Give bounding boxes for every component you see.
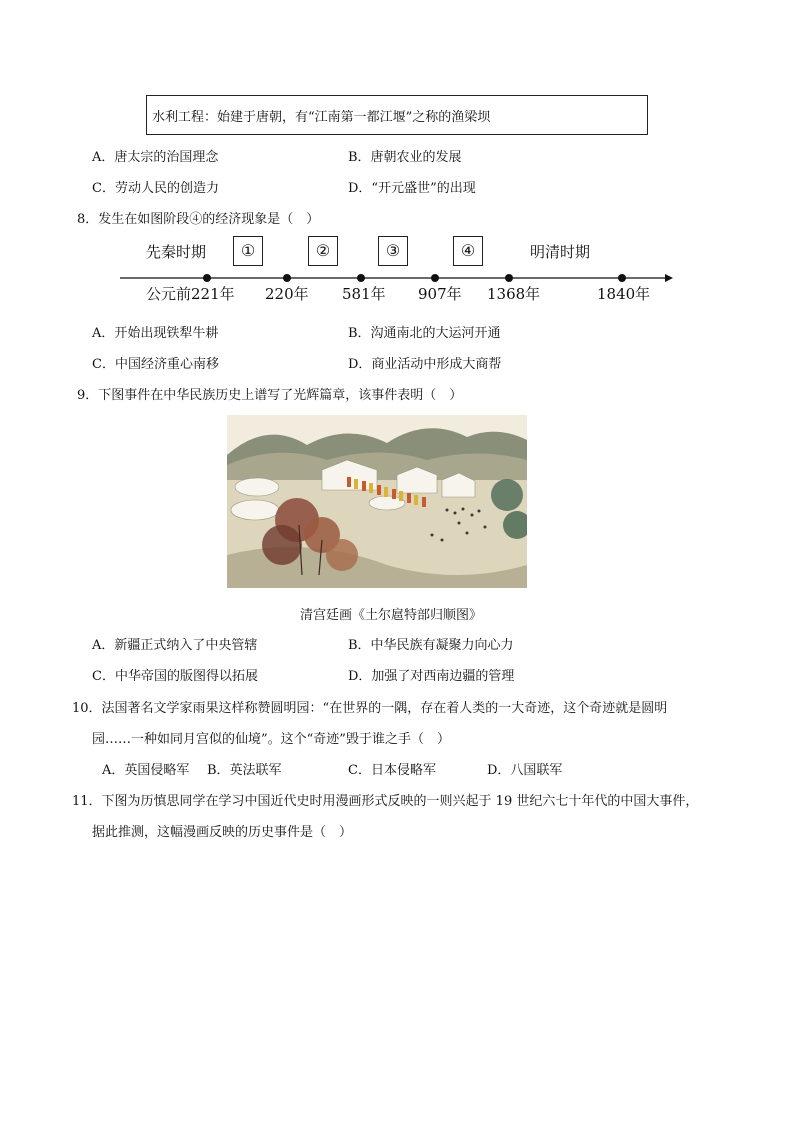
q9-option-b[interactable]: B．中华民族有凝聚力向心力 [348, 638, 514, 653]
q8-option-a[interactable]: A．开始出现铁犁牛耕 [92, 326, 219, 341]
timeline-dot-5 [505, 274, 513, 282]
q7-material-text: 水利工程：始建于唐朝，有“江南第一都江堰”之称的渔梁坝 [152, 110, 491, 125]
q10-option-b[interactable]: B．英法联军 [207, 763, 282, 778]
q11-question-line2: 据此推测，这幅漫画反映的历史事件是（ ） [92, 825, 353, 840]
q7-option-a[interactable]: A．唐太宗的治国理念 [92, 150, 219, 165]
qing-court-painting [227, 415, 527, 588]
q10-option-c[interactable]: C．日本侵略军 [348, 763, 436, 778]
timeline-dot-2 [283, 274, 291, 282]
timeline-dot-4 [431, 274, 439, 282]
timeline-right-label: 明清时期 [530, 243, 591, 261]
timeline-dot-3 [357, 274, 365, 282]
q10-question-line2: 园……一种如同月宫似的仙境”。这个“奇迹”毁于谁之手（ ） [92, 732, 450, 747]
q10-option-d[interactable]: D．八国联军 [487, 763, 563, 778]
q10-option-a[interactable]: A．英国侵略军 [102, 763, 190, 778]
timeline-year-2: 220年 [265, 285, 309, 303]
timeline-arrow-icon [665, 274, 673, 282]
q9-option-d[interactable]: D．加强了对西南边疆的管理 [348, 669, 515, 684]
timeline-year-6: 1840年 [597, 285, 651, 303]
timeline-stage-1: ① [233, 236, 263, 266]
q8-option-d[interactable]: D．商业活动中形成大商帮 [348, 357, 502, 372]
q8-option-c[interactable]: C．中国经济重心南移 [92, 357, 219, 372]
timeline-year-3: 581年 [342, 285, 386, 303]
timeline-year-5: 1368年 [487, 285, 541, 303]
q8-option-b[interactable]: B．沟通南北的大运河开通 [348, 326, 501, 341]
q8-question: 8．发生在如图阶段④的经济现象是（ ） [77, 212, 320, 227]
q9-question: 9．下图事件在中华民族历史上谱写了光辉篇章，该事件表明（ ） [77, 388, 463, 403]
timeline-year-1: 公元前221年 [146, 285, 235, 303]
q7-material-box [146, 95, 648, 135]
q10-question-line1: 10．法国著名文学家雨果这样称赞圆明园：“在世界的一隅，存在着人类的一大奇迹，这个奇迹就是圆明 [72, 701, 668, 716]
timeline-dot-6 [618, 274, 626, 282]
q7-option-d[interactable]: D．“开元盛世”的出现 [348, 181, 476, 196]
q11-question-line1: 11．下图为历慎思同学在学习中国近代史时用漫画形式反映的一则兴起于 19 世纪六七十年代的中国大事件， [72, 794, 699, 809]
timeline-stage-3: ③ [378, 236, 408, 266]
q9-option-a[interactable]: A．新疆正式纳入了中央管辖 [92, 638, 258, 653]
q7-option-c[interactable]: C．劳动人民的创造力 [92, 181, 219, 196]
timeline-stage-4: ④ [453, 236, 483, 266]
timeline-dot-1 [203, 274, 211, 282]
painting-caption: 清宫廷画《土尔扈特部归顺图》 [300, 608, 483, 623]
timeline-left-label: 先秦时期 [146, 243, 207, 261]
timeline-stage-2: ② [308, 236, 338, 266]
q7-option-b[interactable]: B．唐朝农业的发展 [348, 150, 462, 165]
timeline-year-4: 907年 [418, 285, 462, 303]
q9-option-c[interactable]: C．中华帝国的版图得以拓展 [92, 669, 258, 684]
